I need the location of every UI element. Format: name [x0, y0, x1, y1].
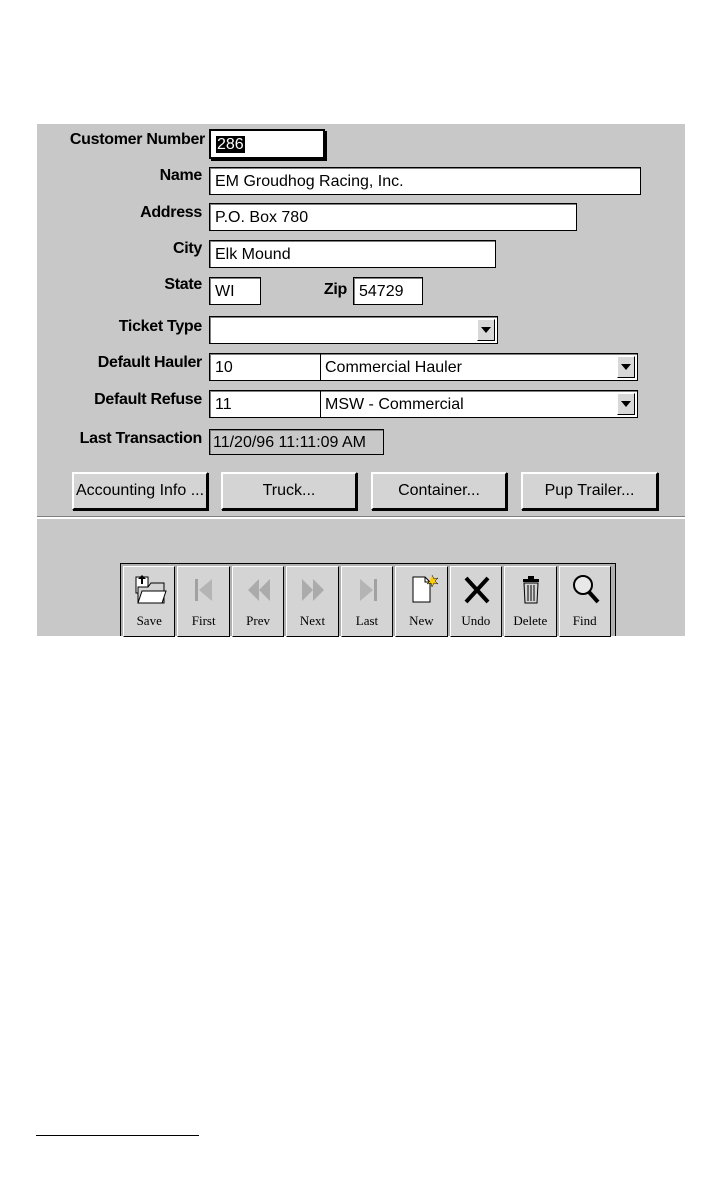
- default-hauler-label: Default Hauler: [97, 354, 202, 371]
- default-refuse-label: Default Refuse: [94, 391, 202, 408]
- city-label: City: [172, 240, 202, 257]
- last-transaction-label: Last Transaction: [79, 430, 202, 447]
- next-button[interactable]: [286, 566, 338, 637]
- name-label: Name: [159, 167, 202, 184]
- prev-label: Prev: [246, 613, 271, 628]
- customer-number-field[interactable]: [209, 129, 325, 159]
- first-icon: [186, 571, 222, 607]
- default-refuse-description: MSW - Commercial: [320, 391, 464, 417]
- save-button[interactable]: [123, 566, 175, 637]
- address-field[interactable]: P.O. Box 780: [209, 203, 577, 231]
- last-button[interactable]: [341, 566, 393, 637]
- delete-icon: [513, 571, 549, 607]
- default-refuse-dropdown-button[interactable]: [617, 393, 635, 415]
- address-label: Address: [140, 204, 202, 221]
- state-label: State: [164, 276, 202, 293]
- chevron-down-icon: [621, 364, 631, 370]
- customer-number-label: Customer Number: [69, 131, 205, 148]
- customer-number-value: 286: [217, 136, 244, 153]
- next-icon: [295, 571, 331, 607]
- find-icon: [568, 571, 604, 607]
- find-label: Find: [572, 613, 597, 628]
- undo-label: Undo: [461, 613, 491, 628]
- truck-button[interactable]: Truck...: [221, 472, 357, 510]
- divider: [37, 516, 685, 519]
- save-icon: [132, 571, 168, 607]
- new-label: New: [409, 613, 434, 628]
- zip-label: Zip: [323, 281, 347, 298]
- next-label: Next: [299, 613, 326, 628]
- save-label: Save: [136, 613, 162, 628]
- zip-field[interactable]: 54729: [353, 277, 423, 305]
- new-icon: [404, 571, 440, 607]
- default-hauler-description: Commercial Hauler: [320, 354, 462, 380]
- last-transaction-field: 11/20/96 11:11:09 AM: [209, 429, 384, 455]
- chevron-down-icon: [481, 327, 491, 333]
- prev-button[interactable]: [232, 566, 284, 637]
- pup-trailer-button[interactable]: Pup Trailer...: [521, 472, 658, 510]
- state-field[interactable]: WI: [209, 277, 261, 305]
- prev-icon: [241, 571, 277, 607]
- new-button[interactable]: [395, 566, 447, 637]
- ticket-type-dropdown-button[interactable]: [477, 319, 495, 341]
- last-label: Last: [355, 613, 379, 628]
- default-refuse-code: 11: [215, 396, 232, 413]
- navigation-toolbar: [120, 563, 616, 636]
- ticket-type-label: Ticket Type: [118, 318, 202, 335]
- default-hauler-code: 10: [215, 359, 233, 376]
- undo-icon: [459, 571, 495, 607]
- undo-button[interactable]: [450, 566, 502, 637]
- footnote-rule: [36, 1135, 199, 1136]
- ticket-type-select[interactable]: [209, 316, 498, 344]
- last-icon: [350, 571, 386, 607]
- accounting-info-button[interactable]: Accounting Info ...: [72, 472, 208, 510]
- delete-label: Delete: [513, 613, 548, 628]
- default-refuse-select[interactable]: [209, 390, 638, 418]
- first-button[interactable]: [177, 566, 229, 637]
- name-field[interactable]: EM Groudhog Racing, Inc.: [209, 167, 641, 195]
- default-hauler-select[interactable]: [209, 353, 638, 381]
- chevron-down-icon: [621, 401, 631, 407]
- city-field[interactable]: Elk Mound: [209, 240, 496, 268]
- delete-button[interactable]: [504, 566, 556, 637]
- first-label: First: [191, 613, 216, 628]
- default-hauler-dropdown-button[interactable]: [617, 356, 635, 378]
- container-button[interactable]: Container...: [371, 472, 507, 510]
- find-button[interactable]: [559, 566, 611, 637]
